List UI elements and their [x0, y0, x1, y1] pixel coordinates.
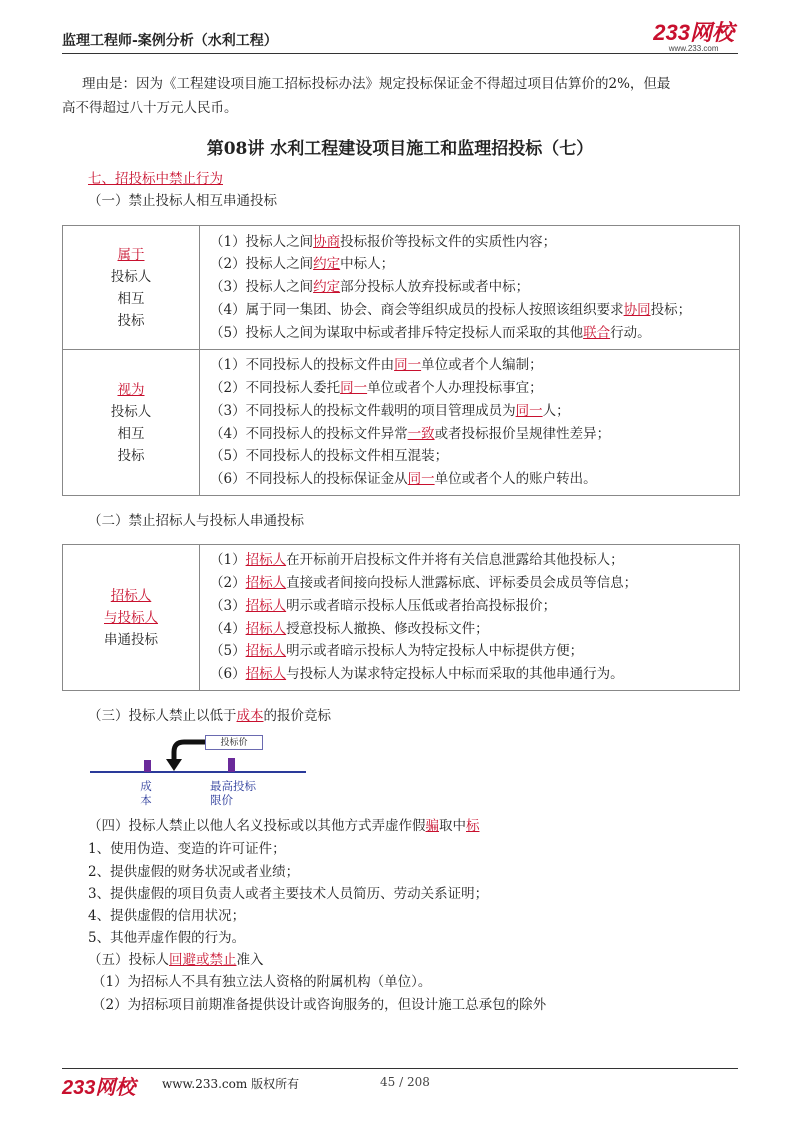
subsection-4-title: （四）投标人禁止以他人名义投标或以其他方式弄虚作假骗取中标 — [88, 818, 480, 834]
block1-left-line: 相互 — [117, 290, 145, 307]
subsection-1-title: （一）禁止投标人相互串通投标 — [88, 193, 277, 209]
list-item: （5）不同投标人的投标文件相互混装； — [210, 448, 449, 465]
list-item: （3）不同投标人的投标文件载明的项目管理成员为同一人； — [210, 402, 570, 419]
list-item: （6）不同投标人的投标保证金从同一单位或者个人的账户转出。 — [210, 471, 597, 488]
list-item: （4）属于同一集团、协会、商会等组织成员的投标人按照该组织要求协同投标； — [210, 301, 692, 318]
list-item: 2、提供虚假的财务状况或者业绩； — [88, 864, 300, 880]
list-item: （5）招标人明示或者暗示投标人为特定投标人中标提供方便； — [210, 643, 584, 660]
subsection-5-title: （五）投标人回避或禁止准入 — [88, 952, 264, 968]
block1-left-line: 投标人 — [110, 268, 152, 285]
footer-logo[interactable]: 233网校 — [62, 1077, 136, 1099]
logo-url: www.233.com — [668, 44, 719, 53]
list-item: （1）不同投标人的投标文件由同一单位或者个人编制； — [210, 357, 543, 374]
subsection-3-title: （三）投标人禁止以低于成本的报价竞标 — [88, 708, 331, 724]
subsection-2-title: （二）禁止招标人与投标人串通投标 — [88, 513, 304, 529]
footer-site[interactable]: www.233.com 版权所有 — [162, 1077, 300, 1091]
block2-left-line: 相互 — [117, 425, 145, 442]
table2-key-2: 与投标人 — [104, 609, 158, 626]
list-item: （2）招标人直接或者间接向投标人泄露标底、评标委员会成员等信息； — [210, 574, 638, 591]
list-item: （3）招标人明示或者暗示投标人压低或者抬高投标报价； — [210, 597, 557, 614]
list-item: 5、其他弄虚作假的行为。 — [88, 930, 246, 946]
list-item: （2）为招标项目前期准备提供设计或咨询服务的，但设计施工总承包的除外 — [92, 997, 547, 1013]
section-7-title-a: 七、招投标中 — [88, 171, 169, 187]
table2-key-1: 招标人 — [110, 587, 152, 604]
list-item: （2）投标人之间约定中标人； — [210, 256, 395, 273]
block2-left-line: 投标 — [117, 447, 145, 464]
lecture-heading: 第08讲 水利工程建设项目施工和监理招投标（七） — [206, 139, 594, 159]
page-number: 45 / 208 — [380, 1075, 430, 1089]
block1-left-line: 投标 — [117, 312, 145, 329]
undercut-arrow — [174, 742, 205, 760]
bid-price-label: 投标价 — [205, 735, 263, 750]
list-item: 4、提供虚假的信用状况； — [88, 908, 246, 924]
max-price-label: 最高投标 限价 — [210, 781, 256, 807]
list-item: （5）投标人之间为谋取中标或者排斥特定投标人而采取的其他联合行动。 — [210, 324, 651, 341]
footer-divider — [62, 1068, 738, 1069]
block1-key: 属于 — [117, 246, 145, 263]
intro-line-2: 高不得超过八十万元人民币。 — [62, 100, 238, 116]
arrow-head-icon — [166, 759, 182, 771]
intro-line-1: 理由是：因为《工程建设项目施工招标投标办法》规定投标保证金不得超过项目估算价的2%，但最 — [82, 76, 671, 92]
list-item: （2）不同投标人委托同一单位或者个人办理投标事宜； — [210, 379, 543, 396]
list-item: （1）招标人在开标前开启投标文件并将有关信息泄露给其他投标人； — [210, 552, 624, 569]
list-item: 3、提供虚假的项目负责人或者主要技术人员简历、劳动关系证明； — [88, 886, 489, 902]
document-header-title: 监理工程师-案例分析（水利工程） — [62, 33, 278, 49]
list-item: 1、使用伪造、变造的许可证件； — [88, 841, 286, 857]
cost-label: 成 本 — [140, 781, 152, 807]
list-item: （1）投标人之间协商投标报价等投标文件的实质性内容； — [210, 233, 557, 250]
list-item: （4）不同投标人的投标文件异常一致或者投标报价呈规律性差异； — [210, 425, 611, 442]
list-item: （3）投标人之间约定部分投标人放弃投标或者中标； — [210, 279, 530, 296]
list-item: （4）招标人授意投标人撤换、修改投标文件； — [210, 620, 489, 637]
list-item: （6）招标人与投标人为谋求特定投标人中标而采取的其他串通行为。 — [210, 666, 624, 683]
list-item: （1）为招标人不具有独立法人资格的附属机构（单位）。 — [92, 974, 432, 990]
cost-marker — [144, 760, 151, 772]
logo-text: 233网校 — [653, 20, 734, 45]
max-price-marker — [228, 758, 235, 772]
table2-left-line: 串通投标 — [104, 631, 158, 648]
section-7-title-b: 禁止行为 — [169, 171, 223, 187]
block2-key: 视为 — [117, 381, 145, 398]
block2-left-line: 投标人 — [110, 403, 152, 420]
